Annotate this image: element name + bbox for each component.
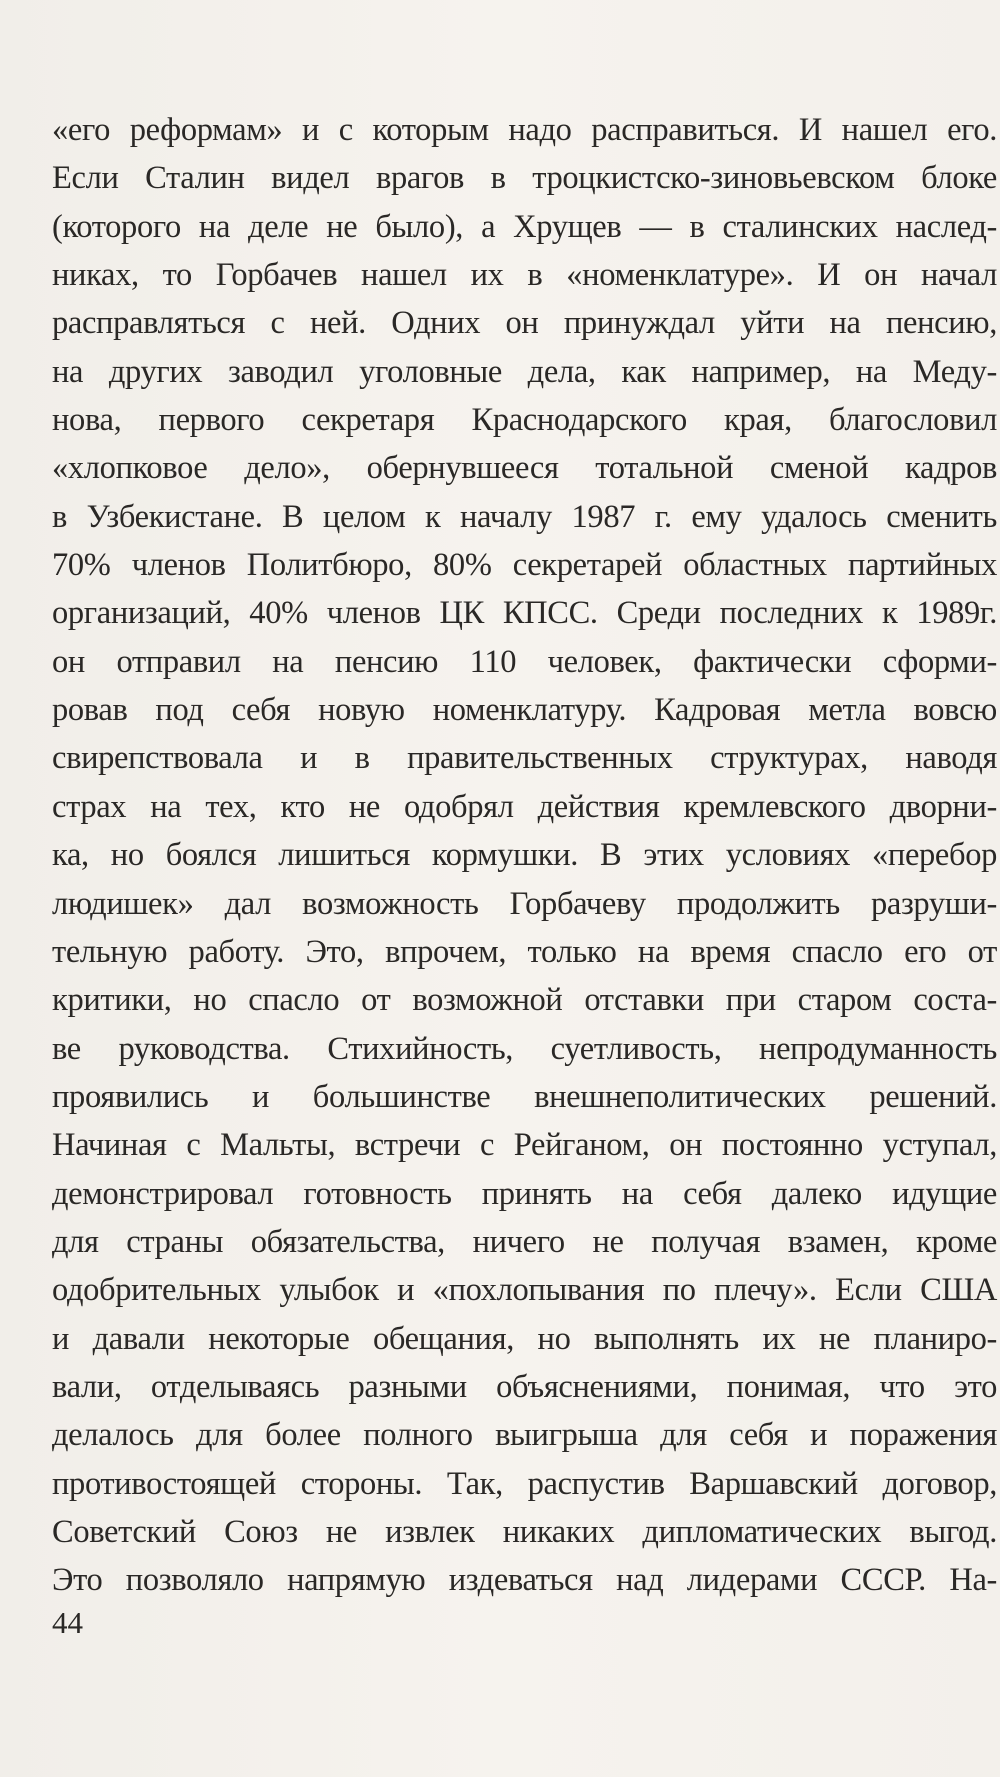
text-line: «хлопковое дело», обернувшееся тотальной сменой кадров xyxy=(52,450,997,487)
text-line: делалось для более полного выигрыша для себя и поражения xyxy=(52,1417,997,1454)
text-line: ве руководства. Стихийность, суетливость, непродуманность xyxy=(52,1030,997,1067)
text-line: и давали некоторые обещания, но выполнять их не планиро- xyxy=(52,1320,997,1357)
text-line: он отправил на пенсию 110 человек, фактически сформи- xyxy=(52,643,997,680)
text-line: противостоящей стороны. Так, распустив Варшавский договор, xyxy=(52,1465,997,1502)
page-number: 44 xyxy=(52,1605,83,1640)
text-line: проявились и большинстве внешнеполитических решений. xyxy=(52,1078,997,1115)
text-line: ка, но боялся лишиться кормушки. В этих условиях «перебор xyxy=(52,837,997,874)
text-line: на других заводил уголовные дела, как например, на Меду- xyxy=(52,353,997,390)
text-line: (которого на деле не было), а Хрущев — в сталинских наслед- xyxy=(52,208,997,245)
text-line: для страны обязательства, ничего не получая взамен, кроме xyxy=(52,1223,997,1260)
body-text xyxy=(52,106,997,1605)
text-line: «его реформам» и с которым надо расправиться. И нашел его. xyxy=(52,112,997,148)
text-line: вали, отделываясь разными объяснениями, понимая, что это xyxy=(52,1368,997,1405)
text-line: свирепствовала и в правительственных структурах, наводя xyxy=(52,740,997,777)
text-line: расправляться с ней. Одних он принуждал уйти на пенсию, xyxy=(52,305,997,342)
text-line: организаций, 40% членов ЦК КПСС. Среди последних к 1989г. xyxy=(52,595,997,632)
text-line: 70% членов Политбюро, 80% секретарей областных партийных xyxy=(52,547,997,584)
text-line: ровав под себя новую номенклатуру. Кадровая метла вовсю xyxy=(52,692,997,729)
text-line: никах, то Горбачев нашел их в «номенклатуре». И он начал xyxy=(52,257,997,294)
text-line: страх на тех, кто не одобрял действия кремлевского дворни- xyxy=(52,788,997,825)
text-line: Советский Союз не извлек никаких дипломатических выгод. xyxy=(52,1513,997,1550)
text-line: людишек» дал возможность Горбачеву продолжить разруши- xyxy=(52,885,997,922)
text-line: в Узбекистане. В целом к началу 1987 г. ему удалось сменить xyxy=(52,498,997,535)
text-line: демонстрировал готовность принять на себя далеко идущие xyxy=(52,1175,997,1212)
text-line: одобрительных улыбок и «похлопывания по плечу». Если США xyxy=(52,1272,997,1309)
text-line: критики, но спасло от возможной отставки при старом соста- xyxy=(52,982,997,1019)
text-line: Это позволяло напрямую издеваться над лидерами СССР. На- xyxy=(52,1562,997,1599)
text-line: Начиная с Мальты, встречи с Рейганом, он постоянно уступал, xyxy=(52,1127,997,1164)
text-line: Если Сталин видел врагов в троцкистско-зиновьевском блоке xyxy=(52,160,997,197)
text-line: тельную работу. Это, впрочем, только на время спасло его от xyxy=(52,933,997,970)
text-line: нова, первого секретаря Краснодарского края, благословил xyxy=(52,402,997,439)
